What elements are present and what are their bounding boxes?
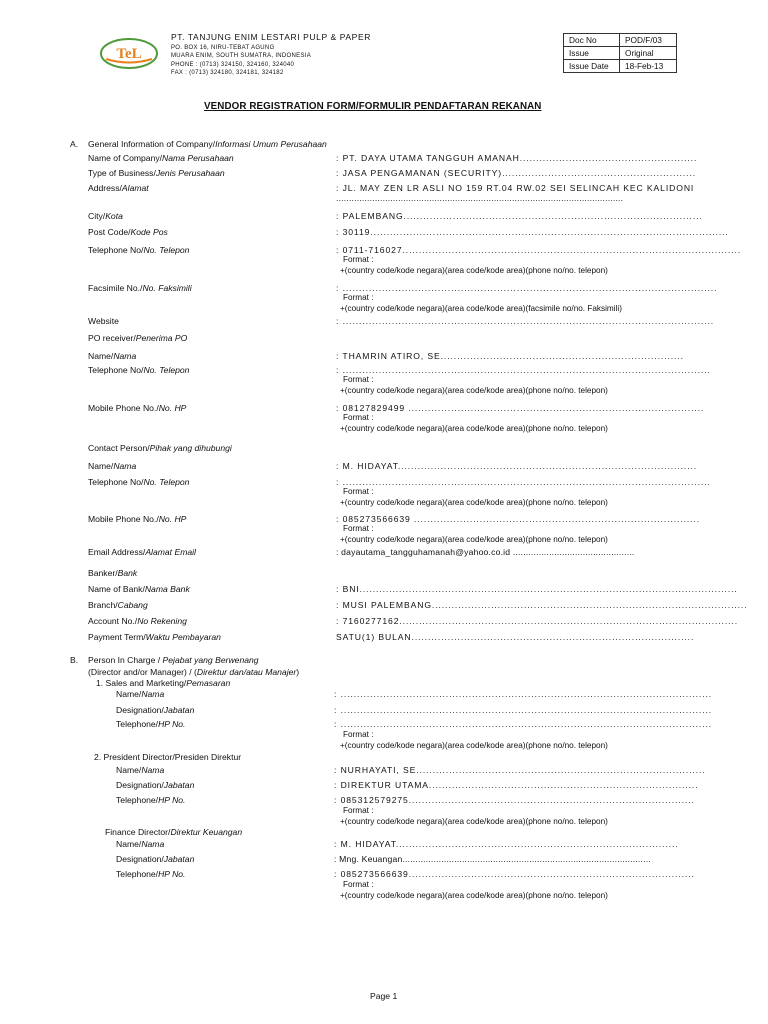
field-value: : 085273566639 ....................................................................................... [336, 514, 701, 524]
section-a-heading: General Information of Company/Informasi Umum Perusahaan [88, 139, 327, 149]
format-hint: +(country code/kode negara)(area code/kode area)(phone no/no. telepon) [340, 498, 608, 507]
group-title: Finance Director/Direktur Keuangan [105, 827, 243, 837]
field-label: Name/Nama [88, 351, 137, 361]
field-label: Telephone No/No. Telepon [88, 245, 190, 255]
document-info-table [563, 33, 677, 73]
field-label: Designation/Jabatan [116, 854, 195, 864]
field-label: Branch/Cabang [88, 600, 148, 610]
format-hint: +(country code/kode negara)(area code/kode area)(facsimile no/no. Faksimili) [340, 304, 622, 313]
field-label: Telephone No/No. Telepon [88, 477, 190, 487]
field-label: Mobile Phone No./No. HP [88, 403, 187, 413]
company-logo [100, 38, 158, 69]
format-label: Format : [343, 730, 374, 739]
section-b-subheading: (Director and/or Manager) / (Direktur dan/atau Manajer) [88, 667, 300, 677]
field-label: Telephone/HP No. [116, 869, 186, 879]
page-number: Page 1 [370, 991, 398, 1001]
field-value: : BNI................................................................................................................... [336, 584, 738, 594]
address-line: PO. BOX 16, NIRU-TEBAT AGUNG [171, 45, 275, 51]
doc-info-value: Original [620, 47, 677, 60]
doc-info-key: Issue [564, 47, 620, 60]
field-value: : 085312579275....................................................................................... [334, 795, 695, 805]
field-label: PO receiver/Penerima PO [88, 333, 188, 343]
section-b-heading: Person In Charge / Pejabat yang Berwenang [88, 655, 259, 665]
field-value: : ................................................................................................................. [334, 689, 713, 699]
field-value: : 7160277162....................................................................................................... [336, 616, 738, 626]
format-label: Format : [343, 524, 374, 533]
field-label: Type of Business/Jenis Perusahaan [88, 168, 225, 178]
format-label: Format : [343, 293, 374, 302]
format-hint: +(country code/kode negara)(area code/kode area)(phone no/no. telepon) [340, 386, 608, 395]
field-value: : DIREKTUR UTAMA.................................................................................. [334, 780, 699, 790]
field-value: : 30119............................................................................................................. [336, 227, 729, 237]
field-value-continued: ............................................................................................................... [336, 193, 624, 203]
field-label: Post Code/Kode Pos [88, 227, 168, 237]
field-label: Facsimile No./No. Faksimili [88, 283, 192, 293]
format-label: Format : [343, 880, 374, 889]
field-label: Banker/Bank [88, 568, 138, 578]
doc-info-row [564, 34, 677, 47]
section-b-letter: B. [70, 655, 79, 665]
field-value: : Mng. Keuangan................................................................................................ [334, 854, 651, 864]
field-label: Name/Nama [116, 839, 165, 849]
field-value: : 085273566639....................................................................................... [334, 869, 695, 879]
field-value: : PT. DAYA UTAMA TANGGUH AMANAH...................................................... [336, 153, 698, 163]
field-label: Account No./No Rekening [88, 616, 187, 626]
field-value: : MUSI PALEMBANG................................................................................................ [336, 600, 748, 610]
field-label: Designation/Jabatan [116, 705, 195, 715]
field-value: : M. HIDAYAT...................................................................................... [334, 839, 679, 849]
doc-info-row [564, 47, 677, 60]
address-line: PHONE : (0713) 324150, 324160, 324040 [171, 61, 295, 68]
format-label: Format : [343, 255, 374, 264]
field-value: : 08127829499 .......................................................................................... [336, 403, 705, 413]
field-value: : ................................................................................................................ [336, 365, 711, 375]
field-value: SATU(1) BULAN...................................................................................... [336, 632, 695, 642]
format-hint: +(country code/kode negara)(area code/kode area)(phone no/no. telepon) [340, 817, 608, 826]
field-label: Name/Nama [116, 689, 165, 699]
field-value: : THAMRIN ATIRO, SE.......................................................................... [336, 351, 684, 361]
section-a-letter: A. [70, 139, 79, 149]
group-title: 1. Sales and Marketing/Pemasaran [96, 678, 231, 688]
address-line: MUARA ENIM, SOUTH SUMATRA, INDONESIA [171, 53, 312, 60]
field-value: : ................................................................................................................. [334, 705, 713, 715]
doc-info-value: POD/F/03 [620, 34, 677, 47]
field-label: Payment Term/Waktu Pembayaran [88, 632, 221, 642]
doc-info-key: Issue Date [564, 60, 620, 73]
field-label: Name/Nama [88, 461, 137, 471]
field-label: Contact Person/Pihak yang dihubungi [88, 443, 232, 453]
format-hint: +(country code/kode negara)(area code/kode area)(phone no/no. telepon) [340, 891, 608, 900]
field-value: : dayautama_tangguhamanah@yahoo.co.id ............................................... [336, 547, 635, 557]
field-label: Mobile Phone No./No. HP [88, 514, 187, 524]
company-address [171, 44, 311, 78]
field-value: : ................................................................................................................. [334, 719, 713, 729]
field-value: : M. HIDAYAT........................................................................................... [336, 461, 698, 471]
format-label: Format : [343, 487, 374, 496]
field-label: Name of Company/Nama Perusahaan [88, 153, 234, 163]
form-title: VENDOR REGISTRATION FORM/FORMULIR PENDAFTARAN REKANAN [204, 101, 542, 112]
company-name: PT. TANJUNG ENIM LESTARI PULP & PAPER [171, 32, 371, 42]
field-value: : NURHAYATI, SE........................................................................................ [334, 765, 706, 775]
field-label: Address/Alamat [88, 183, 149, 193]
field-label: Website [88, 316, 119, 326]
field-value: : JL. MAY ZEN LR ASLI NO 159 RT.04 RW.02 SEI SELINCAH KEC KALIDONI [336, 183, 695, 193]
format-hint: +(country code/kode negara)(area code/kode area)(phone no/no. telepon) [340, 741, 608, 750]
format-label: Format : [343, 806, 374, 815]
field-label: Name/Nama [116, 765, 165, 775]
field-label: Designation/Jabatan [116, 780, 195, 790]
format-hint: +(country code/kode negara)(area code/kode area)(phone no/no. telepon) [340, 535, 608, 544]
address-line: FAX : (0713) 324180, 324181, 324182 [171, 70, 284, 77]
field-label: Telephone No/No. Telepon [88, 365, 190, 375]
field-value: : .................................................................................................................. [336, 283, 718, 293]
format-label: Format : [343, 413, 374, 422]
doc-info-value: 18-Feb-13 [620, 60, 677, 73]
format-hint: +(country code/kode negara)(area code/kode area)(phone no/no. telepon) [340, 266, 608, 275]
format-label: Format : [343, 375, 374, 384]
format-hint: +(country code/kode negara)(area code/kode area)(phone no/no. telepon) [340, 424, 608, 433]
field-value: : 0711-716027....................................................................................................... [336, 245, 742, 255]
field-label: City/Kota [88, 211, 123, 221]
field-value: : JASA PENGAMANAN (SECURITY)........................................................... [336, 168, 697, 178]
field-value: : ................................................................................................................. [336, 316, 715, 326]
svg-text:TeL: TeL [116, 46, 142, 62]
field-label: Name of Bank/Nama Bank [88, 584, 190, 594]
field-label: Email Address/Alamat Email [88, 547, 196, 557]
field-value: : ................................................................................................................ [336, 477, 711, 487]
doc-info-row [564, 60, 677, 73]
field-label: Telephone/HP No. [116, 795, 186, 805]
group-title: 2. President Director/Presiden Direktur [94, 752, 242, 762]
field-value: : PALEMBANG........................................................................................... [336, 211, 703, 221]
field-label: Telephone/HP No. [116, 719, 186, 729]
doc-info-key: Doc No [564, 34, 620, 47]
